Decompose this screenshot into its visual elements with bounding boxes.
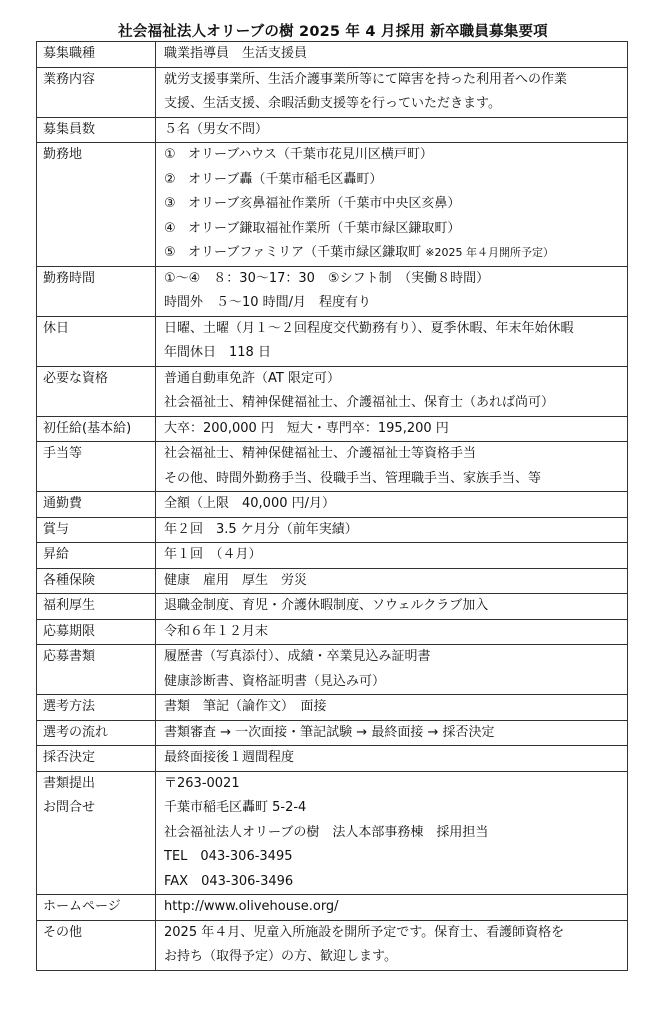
document-title: 社会福祉法人オリーブの樹 2025 年 4 月採用 新卒職員募集要項 xyxy=(118,24,548,40)
opening-note: ※2025 年４月開所予定） xyxy=(425,246,554,259)
row-qualifications xyxy=(37,366,628,416)
row-label: 賞与 xyxy=(37,517,156,543)
row-value: ①～④ ８：30～17：30 ⑤シフト制 （実働８時間） 時間外 ５～10 時間/月 程度有り xyxy=(156,266,628,316)
phone-number: TEL 043-306-3495 xyxy=(164,849,293,864)
row-label: 募集員数 xyxy=(37,117,156,143)
row-label: 勤務地 xyxy=(37,143,156,267)
row-label: 昇給 xyxy=(37,543,156,569)
homepage-link[interactable]: http://www.olivehouse.org/ xyxy=(164,899,339,914)
row-value: 書類 筆記（論作文） 面接 xyxy=(156,695,628,721)
row-homepage xyxy=(37,895,628,921)
row-label: 応募期限 xyxy=(37,619,156,645)
row-value: 就労支援事業所、生活介護事業所等にて障害を持った利用者への作業 支援、生活支援、余暇活動支援等を行っていただきます。 xyxy=(156,67,628,117)
row-value: 退職金制度、育児・介護休暇制度、ソウェルクラブ加入 xyxy=(156,594,628,620)
contact-department: 社会福祉法人オリーブの樹 法人本部事務棟 採用担当 xyxy=(164,824,489,840)
row-working-hours xyxy=(37,266,628,316)
postal-code: 〒263-0021 xyxy=(164,775,240,791)
row-label: 募集職種 xyxy=(37,42,156,68)
row-value: 社会福祉士、精神保健福祉士、介護福祉士等資格手当 その他、時間外勤務手当、役職手当、管理職手当、家族手当、等 xyxy=(156,442,628,492)
row-value: 全額（上限 40,000 円/月） xyxy=(156,492,628,518)
row-commute xyxy=(37,492,628,518)
row-value: 2025 年４月、児童入所施設を開所予定です。保育士、看護師資格を お持ち（取得予定）の方、歓迎します。 xyxy=(156,920,628,970)
row-label: 業務内容 xyxy=(37,67,156,117)
row-holidays xyxy=(37,316,628,366)
recruitment-table xyxy=(36,41,628,971)
row-label: 採否決定 xyxy=(37,746,156,772)
location-item: ② オリーブ轟（千葉市稲毛区轟町） xyxy=(164,171,383,187)
row-label: 応募書類 xyxy=(37,645,156,695)
address: 千葉市稲毛区轟町 5-2-4 xyxy=(164,800,307,815)
location-item: ④ オリーブ鎌取福祉作業所（千葉市緑区鎌取町） xyxy=(164,220,461,236)
row-value: 普通自動車免許（AT 限定可） 社会福祉士、精神保健福祉士、介護福祉士、保育士（あれば尚可） xyxy=(156,366,628,416)
row-label: 通勤費 xyxy=(37,492,156,518)
row-insurance xyxy=(37,568,628,594)
row-benefits xyxy=(37,594,628,620)
fax-number: FAX 043-306-3496 xyxy=(164,873,294,889)
row-label: 休日 xyxy=(37,316,156,366)
row-label: その他 xyxy=(37,920,156,970)
row-label: 必要な資格 xyxy=(37,366,156,416)
location-item: ③ オリーブ亥鼻福祉作業所（千葉市中央区亥鼻） xyxy=(164,196,461,211)
row-value: 大卒：200,000 円 短大・専門卒：195,200 円 xyxy=(156,416,628,442)
row-bonus xyxy=(37,517,628,543)
row-label: ホームページ xyxy=(37,895,156,921)
row-value xyxy=(156,771,628,895)
row-value: 年１回 （４月） xyxy=(156,543,628,569)
row-value xyxy=(156,895,628,921)
row-value: 書類審査 → 一次面接・筆記試験 → 最終面接 → 採否決定 xyxy=(156,720,628,746)
row-job-type xyxy=(37,42,628,68)
row-label: 選考方法 xyxy=(37,695,156,721)
row-value: 年２回 3.5 ケ月分（前年実績） xyxy=(156,517,628,543)
row-label: 手当等 xyxy=(37,442,156,492)
row-starting-salary xyxy=(37,416,628,442)
row-selection-flow xyxy=(37,720,628,746)
row-allowances xyxy=(37,442,628,492)
row-value: 履歴書（写真添付）、成績・卒業見込み証明書 健康診断書、資格証明書（見込み可） xyxy=(156,645,628,695)
row-openings xyxy=(37,117,628,143)
row-application-docs xyxy=(37,645,628,695)
row-decision xyxy=(37,746,628,772)
row-label: 福利厚生 xyxy=(37,594,156,620)
row-job-description xyxy=(37,67,628,117)
row-raise xyxy=(37,543,628,569)
row-other xyxy=(37,920,628,970)
row-value xyxy=(156,143,628,267)
row-work-locations xyxy=(37,143,628,267)
row-contact xyxy=(37,771,628,895)
row-label: 勤務時間 xyxy=(37,266,156,316)
location-item: ⑤ オリーブファミリア（千葉市緑区鎌取町 ※2025 年４月開所予定） xyxy=(164,245,554,260)
row-label: 初任給(基本給) xyxy=(37,416,156,442)
row-label: 書類提出 お問合せ xyxy=(37,771,156,895)
row-label: 各種保険 xyxy=(37,568,156,594)
row-selection-method xyxy=(37,695,628,721)
row-value: 職業指導員 生活支援員 xyxy=(156,42,628,68)
row-value: 健康 雇用 厚生 労災 xyxy=(156,568,628,594)
row-value: ５名（男女不問） xyxy=(156,117,628,143)
location-item: ① オリーブハウス（千葉市花見川区横戸町） xyxy=(164,147,433,162)
row-value: 日曜、土曜（月１～２回程度交代勤務有り）、夏季休暇、年末年始休暇 年間休日 118 日 xyxy=(156,316,628,366)
row-deadline xyxy=(37,619,628,645)
row-value: 最終面接後１週間程度 xyxy=(156,746,628,772)
row-value: 令和６年１２月末 xyxy=(156,619,628,645)
row-label: 選考の流れ xyxy=(37,720,156,746)
